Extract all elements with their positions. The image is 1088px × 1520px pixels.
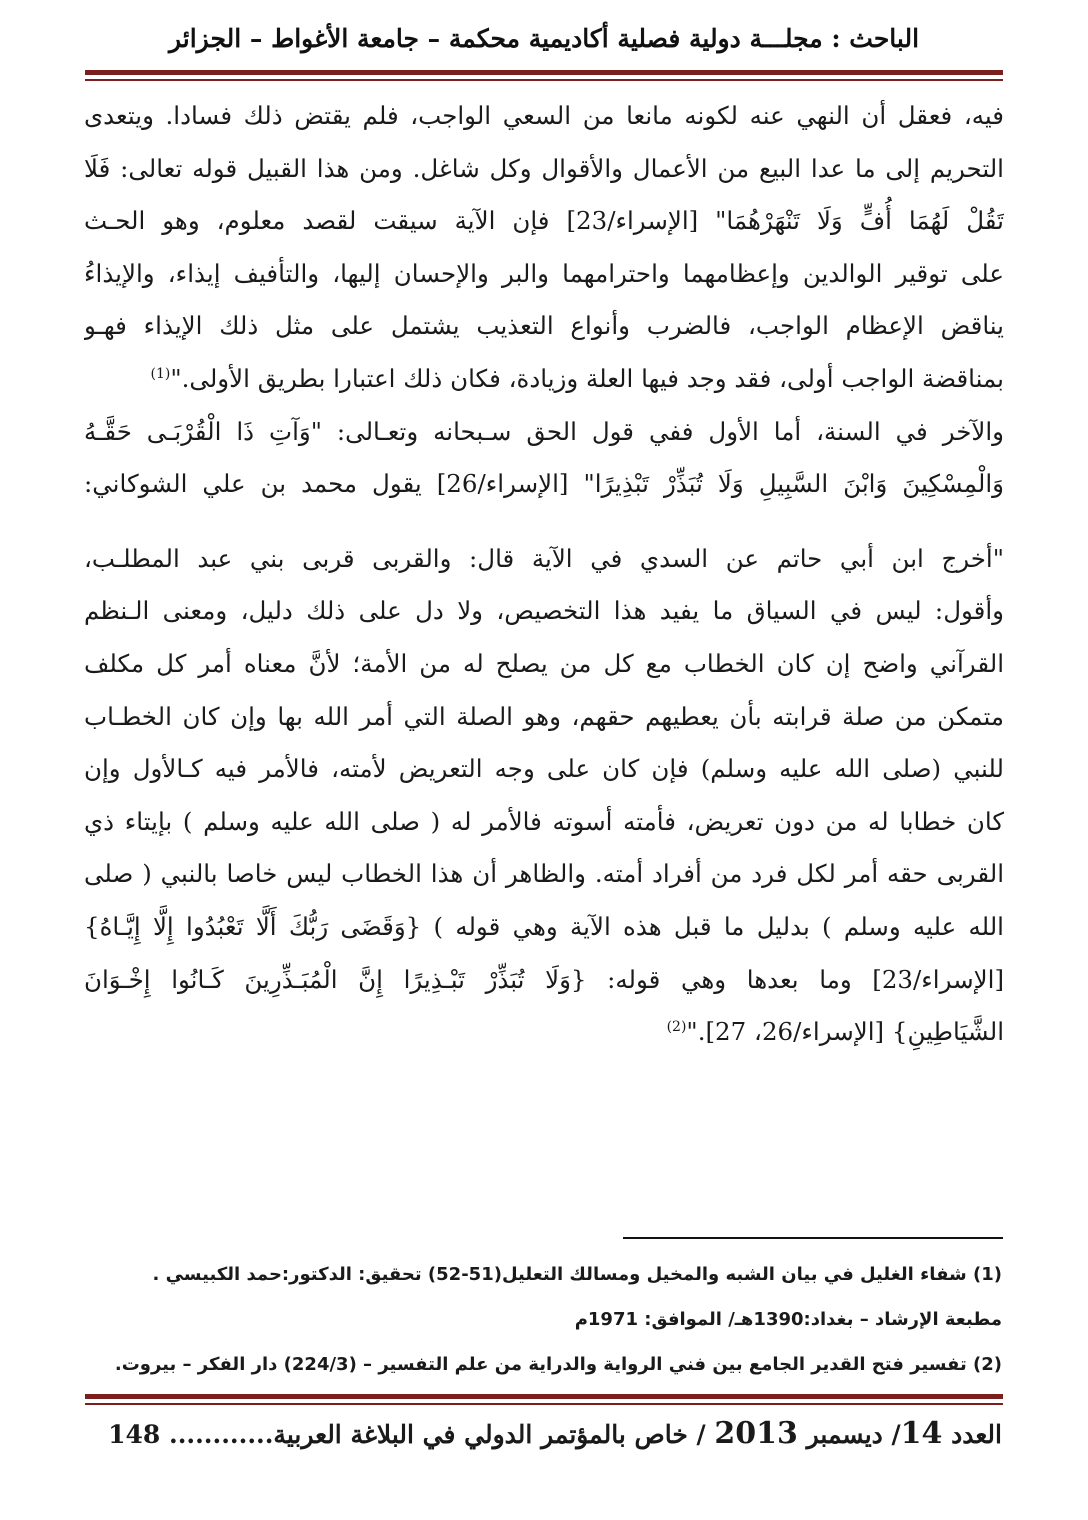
footnotes [84, 1252, 1002, 1387]
text-line: [الإسراء/23] وما بعدها وهي قوله: {وَلَا تُبَذِّرْ تَبْـذِيرًا إِنَّ الْمُبَـذِّرِينَ كَـانُوا إِخْـوَانَ [84, 964, 1004, 994]
conference-note: / خاص بالمؤتمر الدولي في البلاغة العربية............ [168, 1420, 706, 1449]
text-line: القرآني واضح إن كان الخطاب مع كل من يصلح له من الأمة؛ لأنَّ معناه أمر كل مكلف [84, 648, 1004, 678]
text-line: بمناقضة الواجب أولى، فقد وجد فيها العلة وزيادة، فكان ذلك اعتبارا بطريق الأولى." [170, 363, 1004, 393]
journal-title: الباحث : مجلـــة دولية فصلية أكاديمية محكمة – جامعة الأغواط – الجزائر [168, 24, 920, 53]
text-line: فيه، فعقل أن النهي عنه لكونه مانعا من السعي الواجب، فلم يقتض ذلك فسادا. ويتعدى [84, 101, 1004, 130]
header-rule-thin [85, 79, 1003, 81]
page-header [80, 14, 1008, 64]
text-line: على توقير الوالدين وإعظامهما واحترامهما والبر والإحسان إليها، والتأفيف إيذاء، والإيذاءُ [84, 258, 1004, 288]
article-body [84, 90, 1004, 1059]
header-rule-thick [85, 70, 1003, 75]
paragraph-2 [84, 533, 1004, 1059]
text-line: الشَّيَاطِينِ} [الإسراء/26، 27]." [686, 1017, 1004, 1047]
text-line: التحريم إلى ما عدا البيع من الأعمال والأقوال وكل شاغل. ومن هذا القبيل قوله تعالى: فَلَا [84, 153, 1004, 183]
text-line: وأقول: ليس في السياق ما يفيد هذا التخصيص، ولا دل على ذلك دليل، ومعنى الـنظم [84, 596, 1004, 626]
text-line: للنبي (صلى الله عليه وسلم) فإن كان على وجه التعريض لأمته، فالأمر فيه كـالأول وإن [84, 754, 1004, 784]
text-line: متمكن من صلة قرابته بأن يعطيهم حقهم، وهو الصلة التي أمر الله بها وإن كان الخطـاب [84, 701, 1004, 731]
text-line: يناقض الإعظام الواجب، فالضرب وأنواع التعذيب يشتمل على مثل ذلك الإيذاء فهـو [84, 311, 1004, 341]
text-line: كان خطابا له من دون تعريض، فأمته أسوته فالأمر له ( صلى الله عليه وسلم ) بإيتاء ذي [84, 806, 1004, 836]
footnote-separator [623, 1237, 1003, 1239]
page-number: 148 [108, 1420, 161, 1449]
text-line: والآخر في السنة، أما الأول ففي قول الحق سـبحانه وتعـالى: "وَآتِ ذَا الْقُرْبَـى حَقَّـهُ [84, 416, 1004, 446]
issue-label: العدد [951, 1420, 1002, 1449]
text-line: وَالْمِسْكِينَ وَابْنَ السَّبِيلِ وَلَا تُبَذِّرْ تَبْذِيرًا" [الإسراء/26] يقول محمد بن علي الشوكاني: [84, 469, 1004, 499]
text-line: القربى حقه أمر لكل فرد من أفراد أمته. والظاهر أن هذا الخطاب ليس خاصا بالنبي ( صلى [84, 859, 1004, 889]
footer-rule-thin [85, 1403, 1003, 1405]
text-line-with-footnote [84, 1006, 1004, 1059]
footnote-2: (2) تفسير فتح القدير الجامع بين فني الرواية والدراية من علم التفسير – (224/3) دار الفكر – بيروت. [114, 1354, 1002, 1375]
issue-number: 14 [900, 1416, 943, 1451]
paragraph-1 [84, 90, 1004, 511]
text-line: الله عليه وسلم ) بدليل ما قبل هذه الآية وهي قوله ) {وَقَضَى رَبُّكَ أَلَّا تَعْبُدُوا إِلَّا إِيَّـاهُ} [84, 911, 1004, 941]
text-line: تَقُلْ لَهُمَا أُفٍّ وَلَا تَنْهَرْهُمَا" [الإسراء/23] فإن الآية سيقت لقصد معلوم، وهو الحـث [84, 206, 1004, 236]
issue-month: / ديسمبر [806, 1420, 901, 1449]
footnote-1-continued: مطبعة الإرشاد – بغداد:1390هـ/ الموافق: 1971م [574, 1309, 1002, 1330]
footnote-reference-2[interactable]: (2) [666, 1018, 687, 1035]
footer-rule-thick [85, 1394, 1003, 1399]
issue-year: 2013 [714, 1416, 798, 1451]
footnote-reference-1[interactable]: (1) [150, 365, 171, 382]
text-line: "أخرج ابن أبي حاتم عن السدي في الآية قال: والقربى قربى بني عبد المطلـب، [84, 543, 1004, 573]
page-footer [84, 1416, 1002, 1451]
text-line-with-footnote [84, 353, 1004, 406]
footnote-1: (1) شفاء الغليل في بيان الشبه والمخيل ومسالك التعليل(51-52) تحقيق: الدكتور:حمد الكبيسي . [152, 1264, 1002, 1285]
